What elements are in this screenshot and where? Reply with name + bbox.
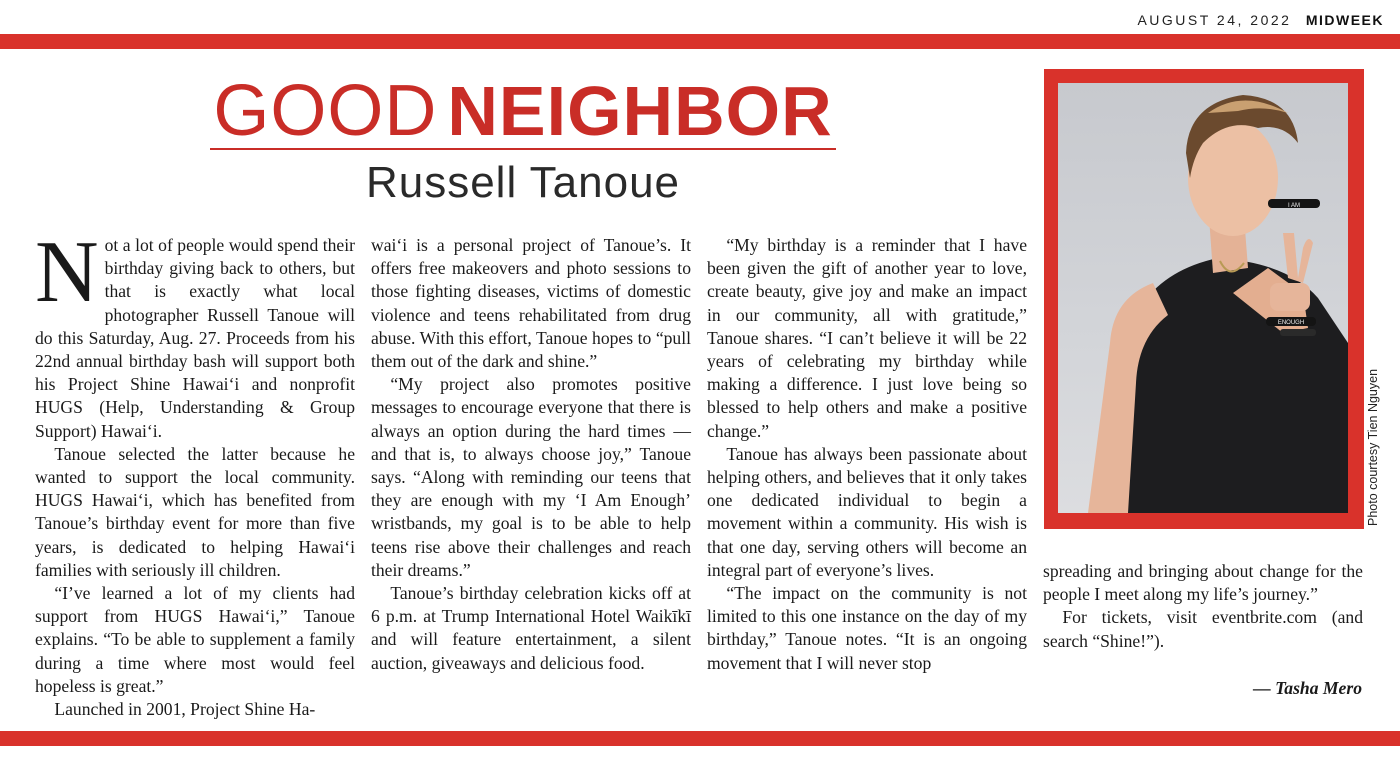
paragraph: “The impact on the community is not limited to this one instance on the day of my birthday,” Tanoue notes. “It is an ongoing movement that I will never stop	[707, 583, 1027, 673]
paragraph: Tanoue’s birthday celebration kicks off at 6 p.m. at Trump International Hotel Waikīkī and will feature entertainment, a silent auction, giveaways and delicious food.	[371, 583, 691, 673]
paragraph: Launched in 2001, Project Shine Ha-	[54, 699, 316, 720]
photo-credit: Photo courtesy Tien Nguyen	[1366, 368, 1380, 526]
publication-name: MIDWEEK	[1305, 12, 1384, 28]
article-column-4	[1043, 560, 1363, 653]
paragraph: “My birthday is a reminder that I have been given the gift of another year to love, create beauty, give joy and make an impact in our community, all with gratitude,” Tanoue shares. “I can’t believe it will be 22 years of celebrating my birthday while making a difference. I just love being so blessed to help others and make a positive change.”	[707, 235, 1027, 441]
portrait-photo-frame	[1044, 69, 1364, 529]
drop-cap: N	[35, 224, 99, 321]
paragraph: “My project also promotes positive messages to encourage everyone that there is always an option during the hard times — and that is, to always choose joy,” Tanoue says. “Along with reminding our teens that they are enough with my ‘I Am Enough’ wristbands, my goal is to be able to help teens rise above their challenges and reach their dreams.”	[371, 374, 691, 580]
paragraph: Tanoue selected the latter because he wanted to support the local community. HUGS Hawai‘i, which has benefited from Tanoue’s birthday event for more than five years, is dedicated to helping Hawai‘i families with seriously ill children.	[35, 443, 355, 580]
kicker-bold: NEIGHBOR	[447, 72, 833, 150]
article-column-3	[707, 234, 1027, 675]
portrait-photo	[1058, 83, 1348, 513]
issue-date: AUGUST 24, 2022	[1137, 12, 1292, 28]
paragraph	[35, 224, 355, 443]
paragraph: For tickets, visit eventbrite.com (and search “Shine!”).	[1043, 607, 1363, 651]
paragraph-text: ot a lot of people would spend their birthday giving back to others, but that is exactly what local photographer Russell Tanoue will do this Saturday, Aug. 27. Proceeds from his 22nd annual birthday bash will support both his Project Shine Hawai‘i and nonprofit HUGS (Help, Understanding & Group Support) Hawai‘i.	[35, 235, 355, 441]
paragraph: wai‘i is a personal project of Tanoue’s. It offers free makeovers and photo sessions to those fighting diseases, victims of domestic violence and teens rehabilitated from drug abuse. With this effort, Tanoue hopes to “pull them out of the dark and shine.”	[371, 235, 691, 372]
kicker-light: GOOD	[213, 71, 438, 151]
bottom-red-rule	[0, 731, 1400, 746]
section-kicker	[210, 71, 836, 151]
portrait-illustration	[1058, 83, 1348, 513]
wristband-top-label: I AM	[1287, 203, 1301, 209]
page-header	[1137, 12, 1384, 28]
top-red-rule	[0, 34, 1400, 49]
author-byline: — Tasha Mero	[1253, 678, 1362, 698]
paragraph: “I’ve learned a lot of my clients had support from HUGS Hawai‘i,” Tanoue explains. “To be able to supplement a family during a time where most would feel hopeless is great.”	[35, 583, 355, 696]
article-column-2	[371, 234, 691, 675]
profile-name: Russell Tanoue	[365, 158, 681, 207]
wristband-bottom-label: ENOUGH	[1277, 320, 1305, 326]
paragraph: spreading and bringing about change for the people I meet along my life’s journey.”	[1043, 561, 1363, 605]
article-column-1	[35, 224, 355, 721]
paragraph: Tanoue has always been passionate about helping others, and believes that it only takes one dedicated individual to begin a movement within a community. His wish is that one day, serving others will become an integral part of everyone’s lives.	[707, 443, 1027, 580]
